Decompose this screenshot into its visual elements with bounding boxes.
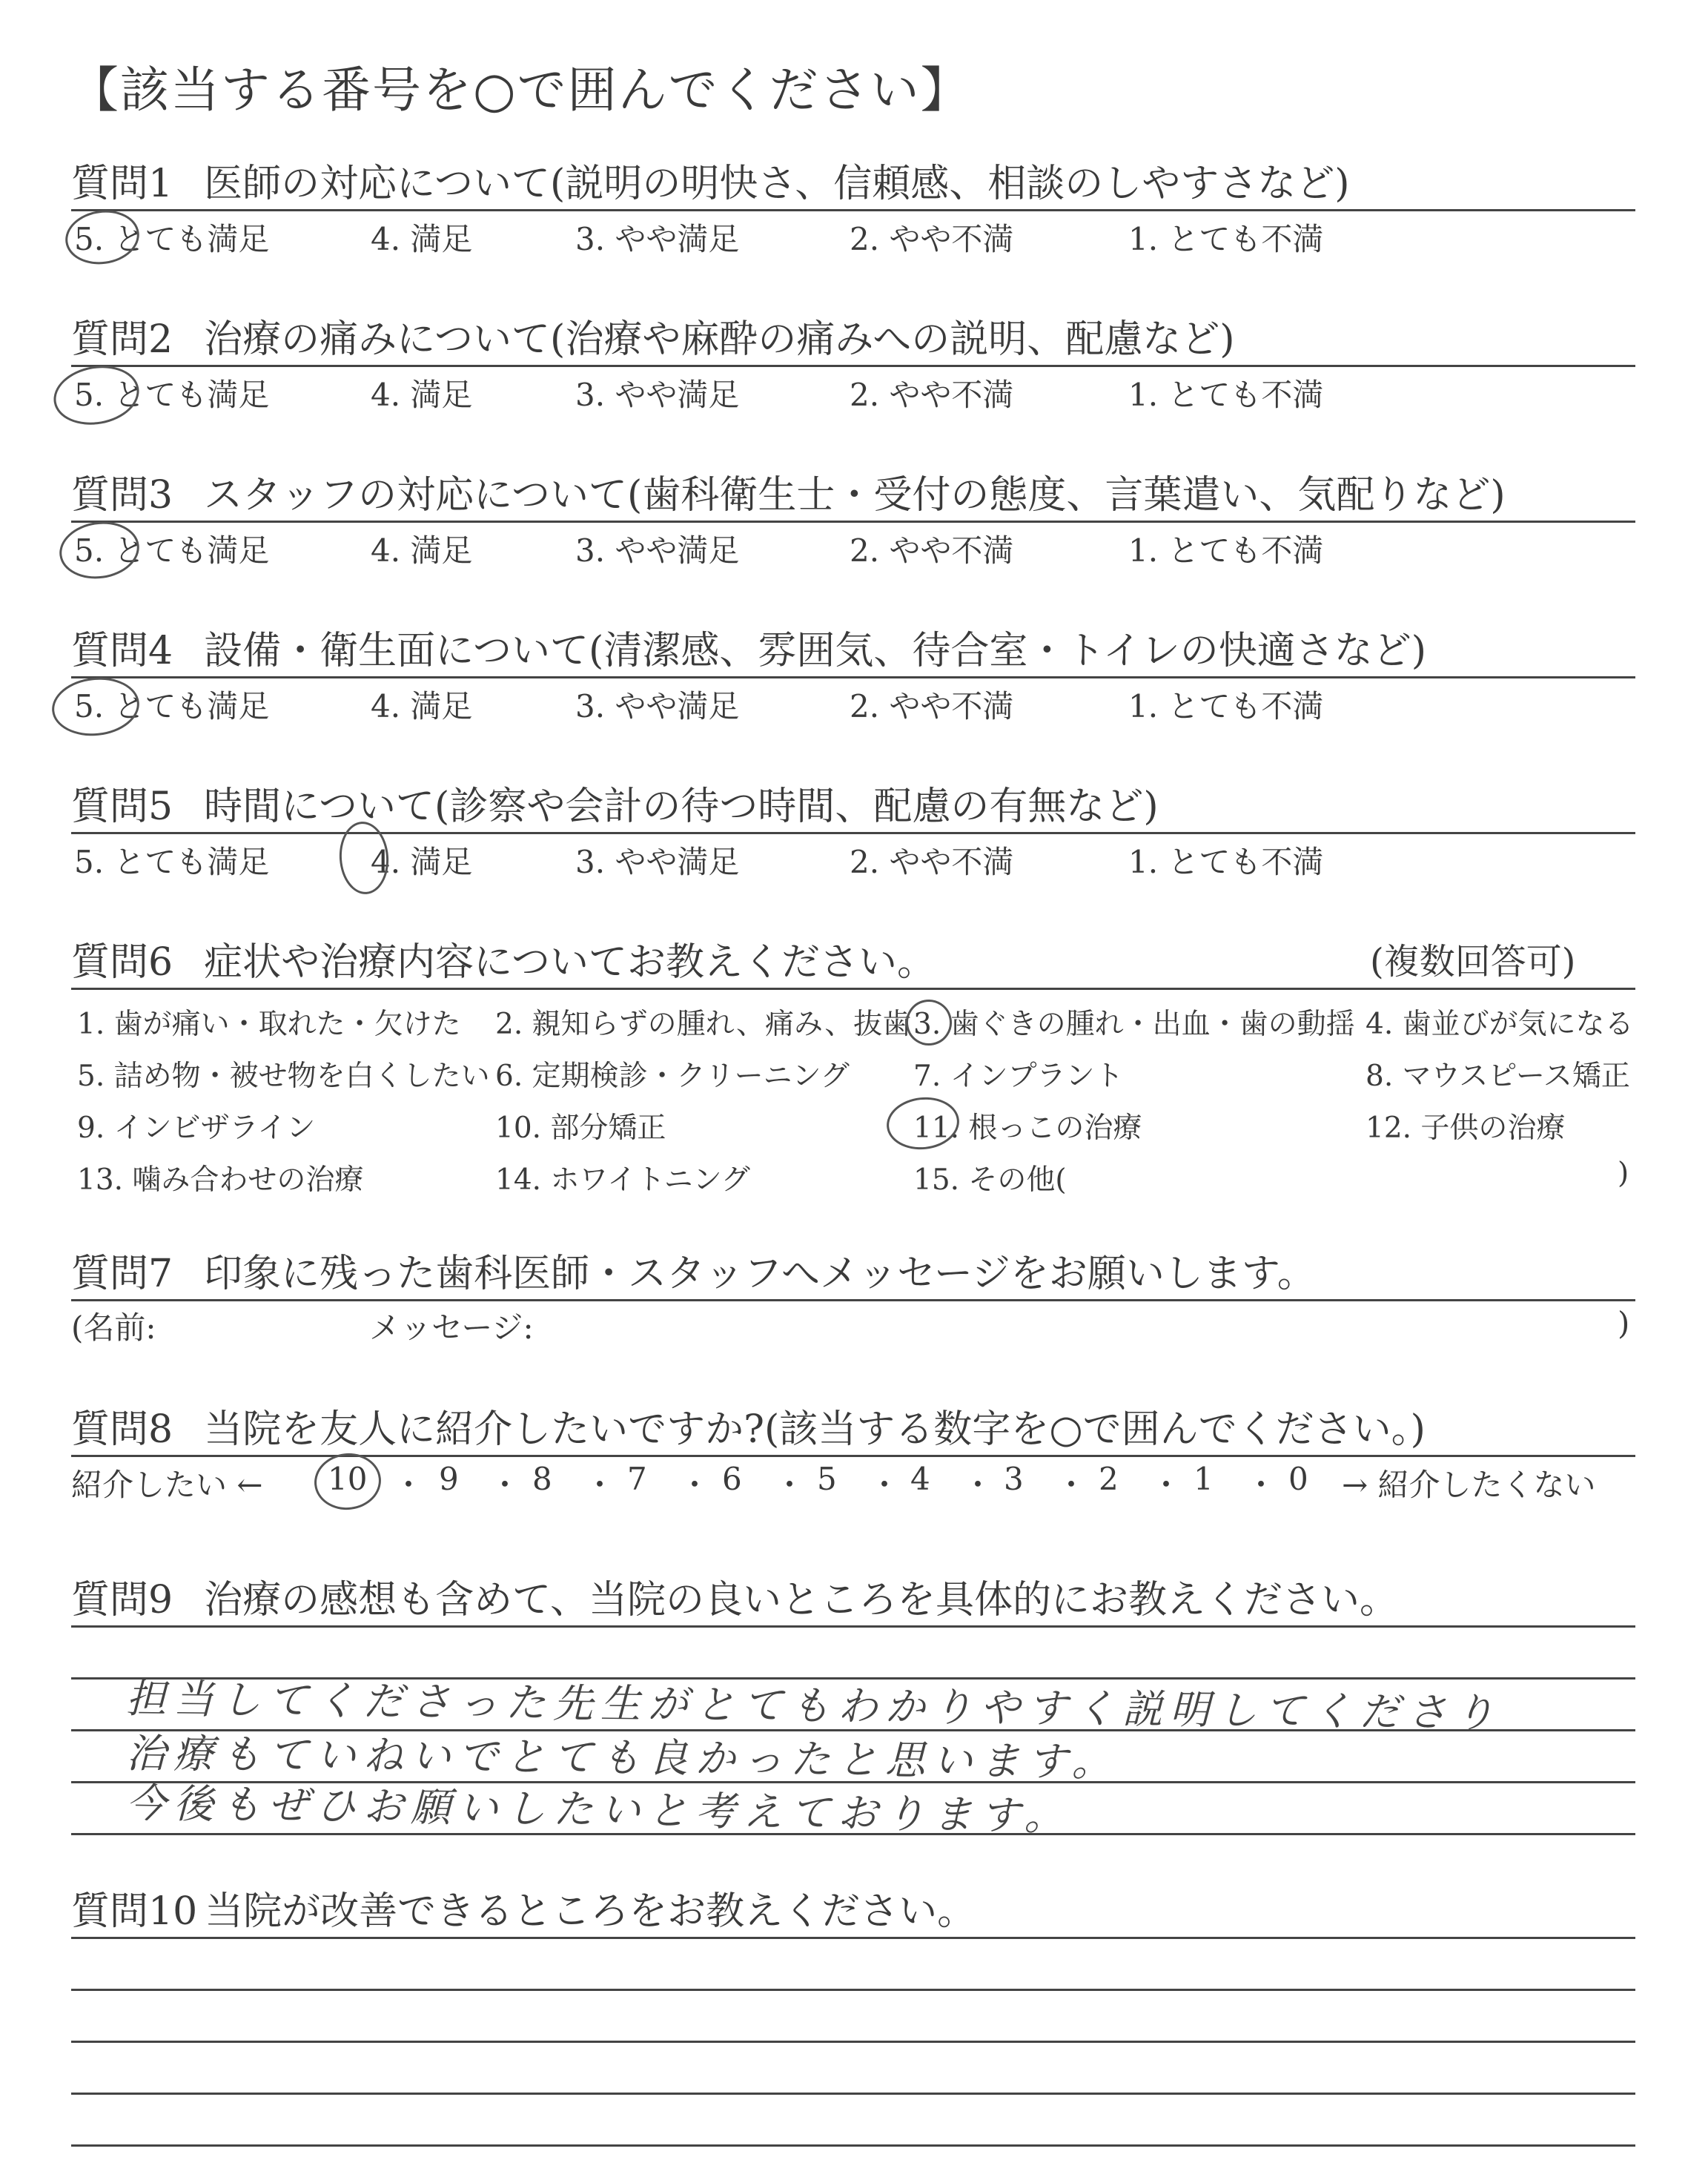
- scale-6[interactable]: 6: [722, 1461, 742, 1497]
- q4-option-5[interactable]: 5. とても満足: [74, 688, 270, 724]
- q6-option-14[interactable]: 14. ホワイトニング: [495, 1163, 750, 1197]
- question-text: 設備・衛生面について(清潔感、雰囲気、待合室・トイレの快適さなど): [204, 629, 1427, 673]
- q6-option-5[interactable]: 5. 詰め物・被せ物を白くしたい: [77, 1060, 490, 1093]
- q5-option-2[interactable]: 2. やや不満: [850, 844, 1014, 880]
- question-number: 質問1: [71, 162, 173, 206]
- handwritten-comment-line: 担当してくださった先生がとてもわかりやすく説明してくださり: [125, 1675, 1503, 1737]
- q2-option-5[interactable]: 5. とても満足: [74, 377, 270, 413]
- question-text: 時間について(診察や会計の待つ時間、配慮の有無など): [204, 785, 1159, 829]
- scale-9[interactable]: 9: [439, 1461, 459, 1497]
- question-number: 質問3: [71, 473, 173, 518]
- q3-option-4[interactable]: 4. 満足: [371, 532, 473, 569]
- scale-dot: ・: [1245, 1467, 1277, 1503]
- handwritten-comment-line: 治療もていねいでとても良かったと思います。: [125, 1730, 1119, 1786]
- answer-circle: [311, 1450, 383, 1513]
- question-2: [71, 308, 1235, 363]
- q1-option-5[interactable]: 5. とても満足: [74, 221, 270, 257]
- q4-option-1[interactable]: 1. とても不満: [1128, 688, 1324, 724]
- q3-option-2[interactable]: 2. やや不満: [850, 532, 1014, 569]
- question-8: [71, 1398, 1426, 1453]
- question-text: 当院が改善できるところをお教えください。: [205, 1889, 976, 1934]
- question-number: 質問5: [71, 785, 173, 829]
- question-10: [71, 1880, 976, 1935]
- question-3: [71, 463, 1506, 519]
- q6-option-2[interactable]: 2. 親知らずの腫れ、痛み、抜歯: [495, 1008, 912, 1041]
- question-5: [71, 775, 1159, 830]
- question-text: 治療の痛みについて(治療や麻酔の痛みへの説明、配慮など): [204, 317, 1235, 362]
- q2-option-4[interactable]: 4. 満足: [371, 377, 473, 413]
- scale-dot: ・: [1151, 1467, 1182, 1503]
- writing-line: [71, 2144, 1635, 2147]
- question-7: [71, 1242, 1316, 1298]
- q6-option-3[interactable]: 3. 歯ぐきの腫れ・出血・歯の動揺: [913, 1008, 1355, 1041]
- question-number: 質問8: [71, 1407, 173, 1452]
- q2-option-1[interactable]: 1. とても不満: [1128, 377, 1324, 413]
- scale-dot: ・: [489, 1467, 521, 1503]
- q4-option-4[interactable]: 4. 満足: [371, 688, 473, 724]
- message-close-paren: ): [1618, 1305, 1630, 1341]
- q6-option-12[interactable]: 12. 子供の治療: [1366, 1112, 1566, 1145]
- q1-option-4[interactable]: 4. 満足: [371, 221, 473, 257]
- writing-line: [71, 1625, 1635, 1628]
- scale-2[interactable]: 2: [1099, 1461, 1119, 1497]
- question-text: 治療の感想も含めて、当院の良いところを具体的にお教えください。: [204, 1578, 1399, 1622]
- q5-option-4[interactable]: 4. 満足: [371, 844, 473, 880]
- scale-1[interactable]: 1: [1194, 1461, 1214, 1497]
- writing-line: [71, 2041, 1635, 2043]
- recommend-left-label: 紹介したい ←: [71, 1467, 263, 1503]
- q6-other-close-paren: ): [1618, 1157, 1629, 1190]
- q4-option-2[interactable]: 2. やや不満: [850, 688, 1014, 724]
- handwritten-comment-line: 今後もぜひお願いしたいと考えております。: [125, 1780, 1073, 1840]
- scale-10[interactable]: 10: [328, 1461, 368, 1497]
- scale-0[interactable]: 0: [1288, 1461, 1308, 1497]
- q6-option-6[interactable]: 6. 定期検診・クリーニング: [495, 1060, 850, 1093]
- writing-line: [71, 1989, 1635, 1991]
- scale-dot: ・: [679, 1467, 711, 1503]
- scale-dot: ・: [584, 1467, 616, 1503]
- question-text: 当院を友人に紹介したいですか?(該当する数字を○で囲んでください。): [204, 1407, 1426, 1452]
- q4-option-3[interactable]: 3. やや満足: [575, 688, 740, 724]
- question-number: 質問4: [71, 629, 173, 673]
- question-text: スタッフの対応について(歯科衛生士・受付の態度、言葉遣い、気配りなど): [204, 473, 1506, 518]
- q2-option-3[interactable]: 3. やや満足: [575, 377, 740, 413]
- q6-option-1[interactable]: 1. 歯が痛い・取れた・欠けた: [77, 1008, 461, 1041]
- q5-option-5[interactable]: 5. とても満足: [74, 844, 270, 880]
- divider: [71, 1299, 1635, 1301]
- q6-option-9[interactable]: 9. インビザライン: [77, 1112, 316, 1145]
- q6-option-7[interactable]: 7. インプラント: [913, 1060, 1124, 1093]
- scale-dot: ・: [1056, 1467, 1088, 1503]
- divider: [71, 365, 1635, 367]
- recommend-right-label: → 紹介したくない: [1342, 1467, 1596, 1503]
- name-label: (名前:: [71, 1309, 156, 1346]
- q5-option-1[interactable]: 1. とても不満: [1128, 844, 1324, 880]
- q3-option-1[interactable]: 1. とても不満: [1128, 532, 1324, 569]
- scale-3[interactable]: 3: [1004, 1461, 1024, 1497]
- q6-option-13[interactable]: 13. 噛み合わせの治療: [77, 1163, 364, 1197]
- question-number: 質問7: [71, 1252, 173, 1296]
- scale-dot: ・: [774, 1467, 806, 1503]
- question-number: 質問9: [71, 1578, 173, 1622]
- q6-option-8[interactable]: 8. マウスピース矯正: [1366, 1060, 1630, 1093]
- divider: [71, 521, 1635, 523]
- question-number: 質問10: [71, 1889, 198, 1934]
- divider: [71, 988, 1635, 990]
- writing-line: [71, 2093, 1635, 2095]
- divider: [71, 832, 1635, 834]
- scale-dot: ・: [393, 1467, 425, 1503]
- question-number: 質問6: [71, 940, 173, 985]
- writing-line: [71, 1937, 1635, 1939]
- q6-option-15[interactable]: 15. その他(: [913, 1163, 1067, 1197]
- divider: [71, 209, 1635, 211]
- question-text: 医師の対応について(説明の明快さ、信頼感、相談のしやすさなど): [204, 162, 1350, 206]
- divider: [71, 676, 1635, 678]
- scale-dot: ・: [869, 1467, 901, 1503]
- question-9: [71, 1568, 1398, 1624]
- q3-option-3[interactable]: 3. やや満足: [575, 532, 740, 569]
- q2-option-2[interactable]: 2. やや不満: [850, 377, 1014, 413]
- question-4: [71, 619, 1426, 675]
- question-6: [71, 931, 936, 986]
- message-label: メッセージ:: [369, 1309, 534, 1346]
- scale-dot: ・: [962, 1467, 994, 1503]
- q1-option-3[interactable]: 3. やや満足: [575, 221, 740, 257]
- scale-4[interactable]: 4: [910, 1461, 930, 1497]
- q3-option-5[interactable]: 5. とても満足: [74, 532, 270, 569]
- question-number: 質問2: [71, 317, 173, 362]
- q6-option-11[interactable]: 11. 根っこの治療: [913, 1112, 1142, 1145]
- page-title: 【該当する番号を○で囲んでください】: [70, 62, 971, 119]
- question-text: 症状や治療内容についてお教えください。: [204, 940, 936, 985]
- question-1: [71, 152, 1350, 208]
- scale-8[interactable]: 8: [532, 1461, 552, 1497]
- question-text: 印象に残った歯科医師・スタッフへメッセージをお願いします。: [204, 1252, 1316, 1296]
- q5-option-3[interactable]: 3. やや満足: [575, 844, 740, 880]
- q6-option-4[interactable]: 4. 歯並びが気になる: [1366, 1008, 1634, 1041]
- scale-5[interactable]: 5: [817, 1461, 837, 1497]
- divider: [71, 1455, 1635, 1457]
- q1-option-2[interactable]: 2. やや不満: [850, 221, 1014, 257]
- multiple-answers-note: (複数回答可): [1370, 941, 1576, 982]
- q1-option-1[interactable]: 1. とても不満: [1128, 221, 1324, 257]
- scale-7[interactable]: 7: [627, 1461, 647, 1497]
- q6-option-10[interactable]: 10. 部分矯正: [495, 1112, 666, 1145]
